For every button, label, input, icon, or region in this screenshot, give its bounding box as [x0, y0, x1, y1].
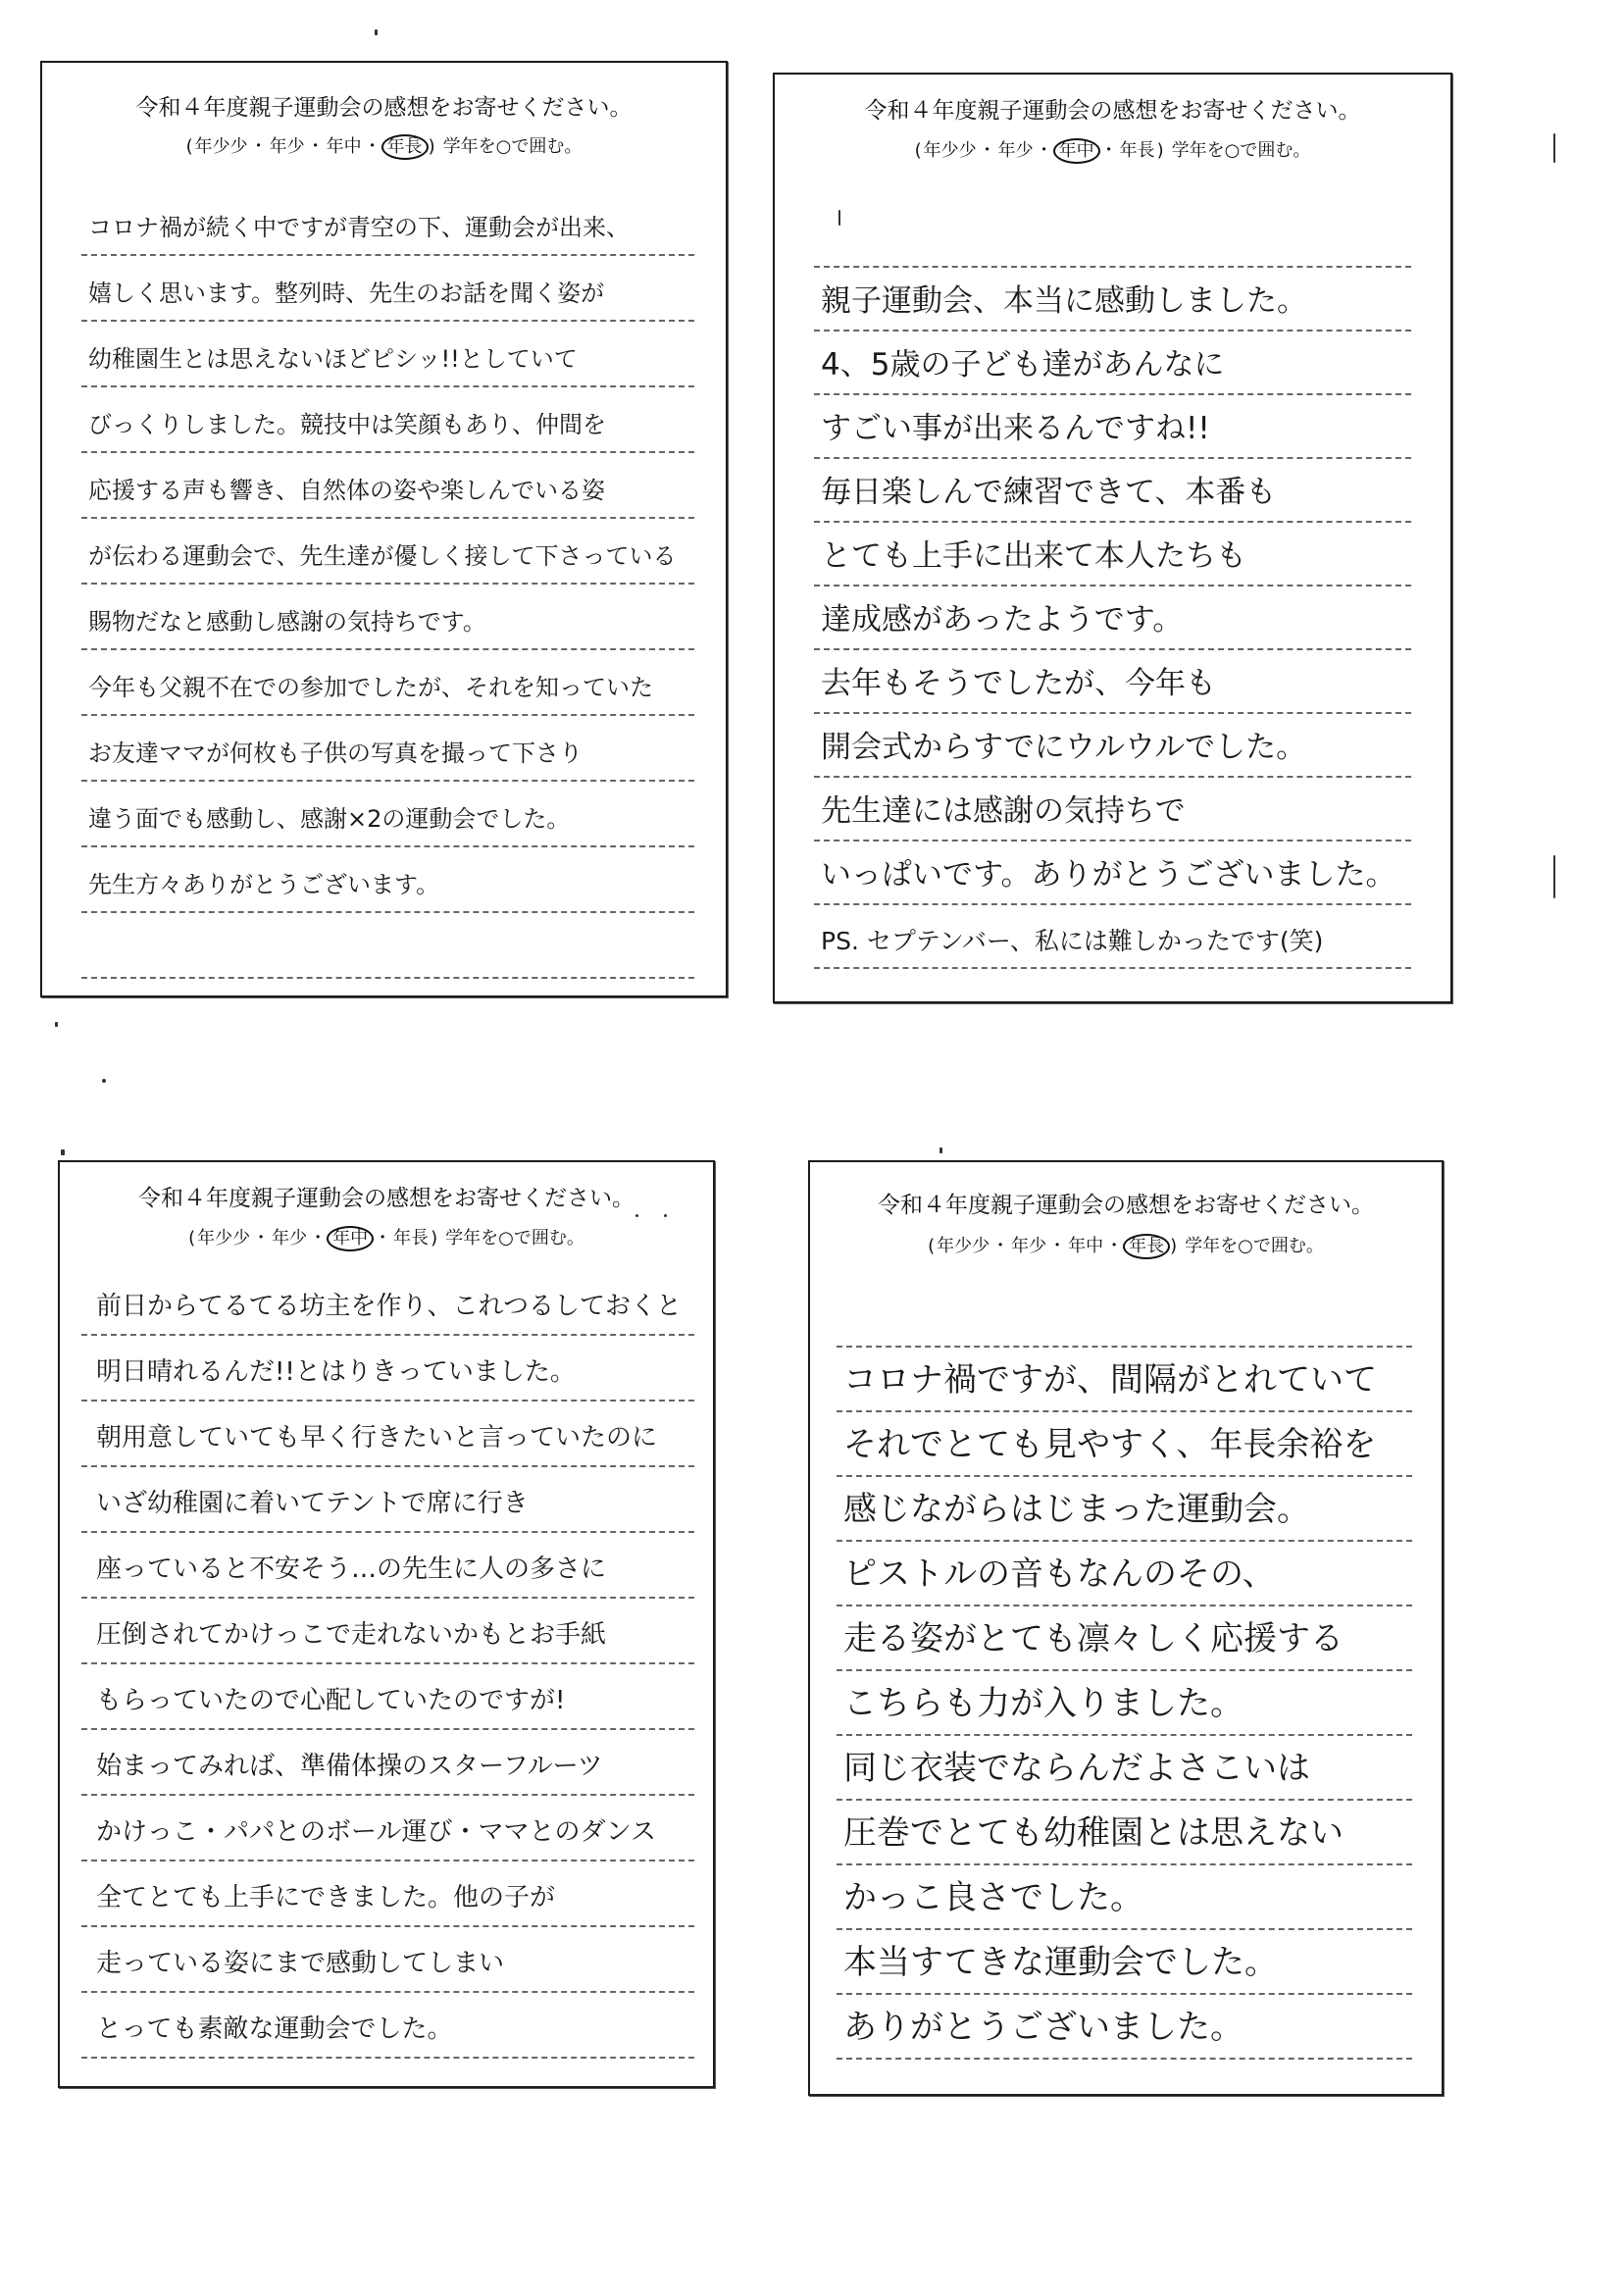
grade-separator: ・ — [309, 1228, 328, 1249]
scan-speck — [635, 1214, 638, 1217]
scan-speck — [838, 210, 840, 226]
handwritten-line: 圧巻でとても幼稚園とは思えない — [837, 1801, 1412, 1865]
handwritten-line: びっくりしました。競技中は笑顔もあり、仲間を — [81, 387, 694, 453]
grade-separator: ・ — [249, 136, 268, 157]
handwritten-line: 賜物だなと感動し感謝の気持ちです。 — [81, 585, 694, 650]
grade-instruction: 学年を○で囲む。 — [442, 136, 583, 157]
grade-option-nensho-sho: 年少少 — [937, 1236, 990, 1256]
scan-speck — [61, 1149, 65, 1155]
blank-writing-line — [81, 913, 694, 979]
scan-edge-mark — [1553, 855, 1555, 898]
handwritten-line: もらっていたので心配していたのですが! — [81, 1664, 694, 1730]
writing-area — [60, 1270, 713, 2059]
grade-separator: ・ — [374, 1228, 392, 1249]
grade-separator: ・ — [991, 1236, 1010, 1256]
scan-edge-mark — [1553, 133, 1555, 163]
grade-option-nensho: 年少 — [997, 140, 1034, 161]
feedback-card-2 — [773, 73, 1452, 1003]
grade-option-nenchu: 年中 — [1068, 1236, 1104, 1256]
handwritten-line: とても上手に出来て本人たちも — [814, 523, 1411, 586]
handwritten-line: それでとても見やすく、年長余裕を — [837, 1412, 1412, 1477]
handwritten-line: 幼稚園生とは思えないほどピシッ!!としていて — [81, 322, 694, 387]
handwritten-line: こちらも力が入りました。 — [837, 1671, 1412, 1736]
scan-speck — [939, 1147, 942, 1153]
grade-separator: ・ — [978, 140, 996, 161]
grade-open-paren: ( — [185, 136, 193, 157]
grade-separator: ・ — [1035, 140, 1053, 161]
grade-close-paren: ) — [431, 1228, 438, 1249]
grade-option-nenchu: 年中 — [1053, 138, 1100, 164]
grade-option-nencho: 年長 — [381, 134, 429, 160]
card-header — [810, 1162, 1442, 1283]
writing-area — [775, 204, 1450, 969]
handwritten-line: 走っている姿にまで感動してしまい — [81, 1927, 694, 1993]
handwritten-line: ありがとうございました。 — [837, 1995, 1412, 2060]
grade-option-nensho: 年少 — [1011, 1236, 1047, 1256]
writing-area — [42, 190, 726, 979]
handwritten-line: お友達ママが何枚も子供の写真を撮って下さり — [81, 716, 694, 782]
handwritten-line: 始まってみれば、準備体操のスターフルーツ — [81, 1730, 694, 1796]
feedback-card-1 — [40, 61, 728, 997]
grade-open-paren: ( — [188, 1228, 196, 1249]
handwritten-line: とっても素敵な運動会でした。 — [81, 1993, 694, 2059]
handwritten-line: 今年も父親不在での参加でしたが、それを知っていた — [81, 650, 694, 716]
grade-instruction: 学年を○で囲む。 — [445, 1228, 584, 1249]
handwritten-line: 4、5歳の子ども達があんなに — [814, 331, 1411, 395]
grade-selection-line — [42, 134, 726, 160]
handwritten-line: 走る姿がとても凛々しく応援する — [837, 1606, 1412, 1671]
handwritten-line: 前日からてるてる坊主を作り、これつるしておくと — [81, 1270, 694, 1336]
handwritten-line: ピストルの音もなんのその、 — [837, 1542, 1412, 1606]
handwritten-line: すごい事が出来るんですね!! — [814, 395, 1411, 459]
handwritten-line: 朝用意していても早く行きたいと言っていたのに — [81, 1402, 694, 1467]
handwritten-line: 親子運動会、本当に感動しました。 — [814, 268, 1411, 331]
handwritten-line: 座っていると不安そう…の先生に人の多さに — [81, 1533, 694, 1599]
handwritten-line: 全てとても上手にできました。他の子が — [81, 1861, 694, 1927]
handwritten-line: 応援する声も響き、自然体の姿や楽しんでいる姿 — [81, 453, 694, 519]
handwritten-line: コロナ禍ですが、間隔がとれていて — [837, 1348, 1412, 1412]
handwritten-line: が伝わる運動会で、先生達が優しく接して下さっている — [81, 519, 694, 585]
form-title: 令和４年度親子運動会の感想をお寄せください。 — [135, 95, 633, 121]
handwritten-line: 圧倒されてかけっこで走れないかもとお手紙 — [81, 1599, 694, 1664]
grade-option-nencho: 年長 — [1123, 1234, 1170, 1259]
handwritten-line: いざ幼稚園に着いてテントで席に行き — [81, 1467, 694, 1533]
grade-separator: ・ — [1048, 1236, 1067, 1256]
grade-open-paren: ( — [914, 140, 922, 161]
scan-speck — [102, 1079, 106, 1083]
grade-separator: ・ — [1105, 1236, 1124, 1256]
grade-separator: ・ — [363, 136, 381, 157]
feedback-card-4 — [808, 1160, 1444, 2096]
handwritten-line: 先生達には感謝の気持ちで — [814, 778, 1411, 841]
grade-selection-line — [810, 1234, 1442, 1259]
handwritten-line: 明日晴れるんだ!!とはりきっていました。 — [81, 1336, 694, 1402]
grade-close-paren: ) — [1156, 140, 1164, 161]
grade-selection-line — [775, 138, 1450, 164]
grade-close-paren: ) — [1170, 1236, 1178, 1256]
handwritten-line: 先生方々ありがとうございます。 — [81, 847, 694, 913]
handwritten-line: 感じながらはじまった運動会。 — [837, 1477, 1412, 1542]
handwritten-line: 嬉しく思います。整列時、先生のお話を聞く姿が — [81, 256, 694, 322]
scan-speck — [664, 1214, 667, 1217]
grade-separator: ・ — [1099, 140, 1118, 161]
card-header — [60, 1162, 713, 1270]
scan-speck — [55, 1022, 58, 1027]
grade-option-nensho-sho: 年少少 — [923, 140, 977, 161]
blank-writing-line — [837, 1283, 1412, 1348]
form-title: 令和４年度親子運動会の感想をお寄せください。 — [878, 1193, 1374, 1218]
scan-speck — [375, 29, 378, 35]
handwritten-line: 本当すてきな運動会でした。 — [837, 1930, 1412, 1995]
postscript-line: PS. セプテンバー、私には難しかったです(笑) — [814, 905, 1411, 969]
handwritten-line: かけっこ・パパとのボール運び・ママとのダンス — [81, 1796, 694, 1861]
grade-option-nensho: 年少 — [272, 1228, 308, 1249]
handwritten-line: 去年もそうでしたが、今年も — [814, 650, 1411, 714]
form-title: 令和４年度親子運動会の感想をお寄せください。 — [864, 98, 1361, 124]
handwritten-line: かっこ良さでした。 — [837, 1865, 1412, 1930]
handwritten-line: コロナ禍が続く中ですが青空の下、運動会が出来、 — [81, 190, 694, 256]
grade-open-paren: ( — [928, 1236, 936, 1256]
blank-writing-line — [814, 204, 1411, 268]
grade-separator: ・ — [252, 1228, 271, 1249]
card-header — [775, 75, 1450, 204]
grade-option-nensho: 年少 — [269, 136, 305, 157]
grade-instruction: 学年を○で囲む。 — [1185, 1236, 1324, 1256]
form-title: 令和４年度親子運動会の感想をお寄せください。 — [138, 1186, 634, 1211]
grade-option-nenchu: 年中 — [327, 1226, 374, 1251]
grade-selection-line — [60, 1226, 713, 1251]
handwritten-line: 達成感があったようです。 — [814, 586, 1411, 650]
grade-option-nencho: 年長 — [1119, 140, 1155, 161]
writing-area — [810, 1283, 1442, 2060]
handwritten-line: 違う面でも感動し、感謝×2の運動会でした。 — [81, 782, 694, 847]
card-header — [42, 63, 726, 190]
grade-option-nensho-sho: 年少少 — [194, 136, 248, 157]
grade-option-nencho: 年長 — [393, 1228, 430, 1249]
grade-option-nensho-sho: 年少少 — [197, 1228, 251, 1249]
grade-separator: ・ — [306, 136, 325, 157]
handwritten-line: 開会式からすでにウルウルでした。 — [814, 714, 1411, 778]
handwritten-line: いっぱいです。ありがとうございました。 — [814, 841, 1411, 905]
handwritten-line: 毎日楽しんで練習できて、本番も — [814, 459, 1411, 523]
feedback-card-3 — [58, 1160, 715, 2088]
grade-option-nenchu: 年中 — [326, 136, 362, 157]
grade-instruction: 学年を○で囲む。 — [1171, 140, 1311, 161]
grade-close-paren: ) — [428, 136, 435, 157]
handwritten-line: 同じ衣装でならんだよさこいは — [837, 1736, 1412, 1801]
